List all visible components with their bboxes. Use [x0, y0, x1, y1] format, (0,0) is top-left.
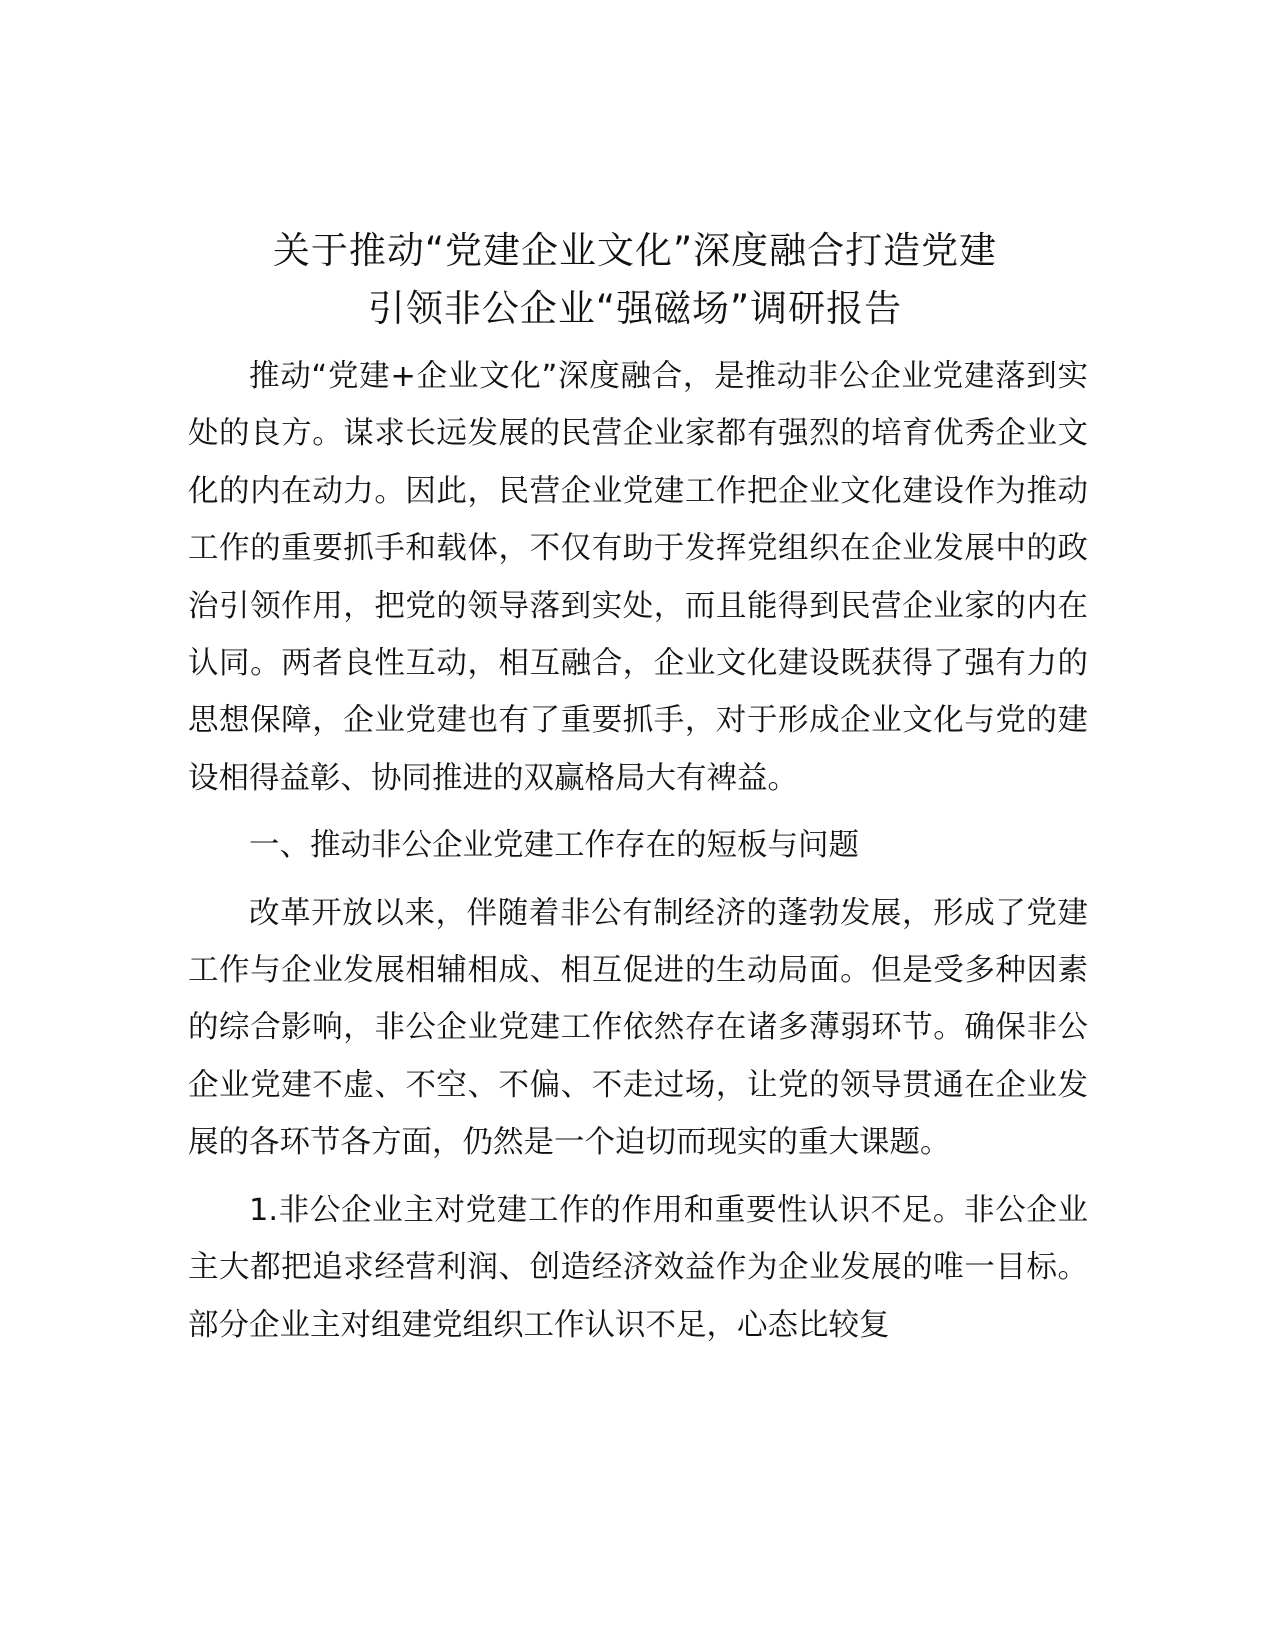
document-title	[180, 222, 1090, 338]
section-paragraph: 改革开放以来，伴随着非公有制经济的蓬勃发展，形成了党建工作与企业发展相辅相成、相互促进的生动局面。但是受多种因素的综合影响，非公企业党建工作依然存在诸多薄弱环节。确保非公企业党建不虚、不空、不偏、不走过场，让党的领导贯通在企业发展的各环节各方面，仍然是一个迫切而现实的重大课题。	[188, 895, 1088, 1161]
numbered-paragraph: 1.非公企业主对党建工作的作用和重要性认识不足。非公企业主大都把追求经营利润、创造经济效益作为企业发展的唯一目标。部分企业主对组建党组织工作认识不足，心态比较复	[188, 1192, 1088, 1343]
title-line-1: 关于推动“党建企业文化”深度融合打造党建	[272, 229, 998, 272]
section-heading: 一、推动非公企业党建工作存在的短板与问题	[249, 828, 859, 864]
document-body	[188, 356, 1088, 1354]
intro-paragraph: 推动“党建+企业文化”深度融合，是推动非公企业党建落到实处的良方。谋求长远发展的民营企业家都有强烈的培育优秀企业文化的内在动力。因此，民营企业党建工作把企业文化建设作为推动工作的重要抓手和载体，不仅有助于发挥党组织在企业发展中的政治引领作用，把党的领导落到实处，而且能得到民营企业家的内在认同。两者良性互动，相互融合，企业文化建设既获得了强有力的思想保障，企业党建也有了重要抓手，对于形成企业文化与党的建设相得益彰、协同推进的双赢格局大有裨益。	[188, 359, 1088, 796]
title-line-2: 引领非公企业“强磁场”调研报告	[367, 287, 903, 330]
